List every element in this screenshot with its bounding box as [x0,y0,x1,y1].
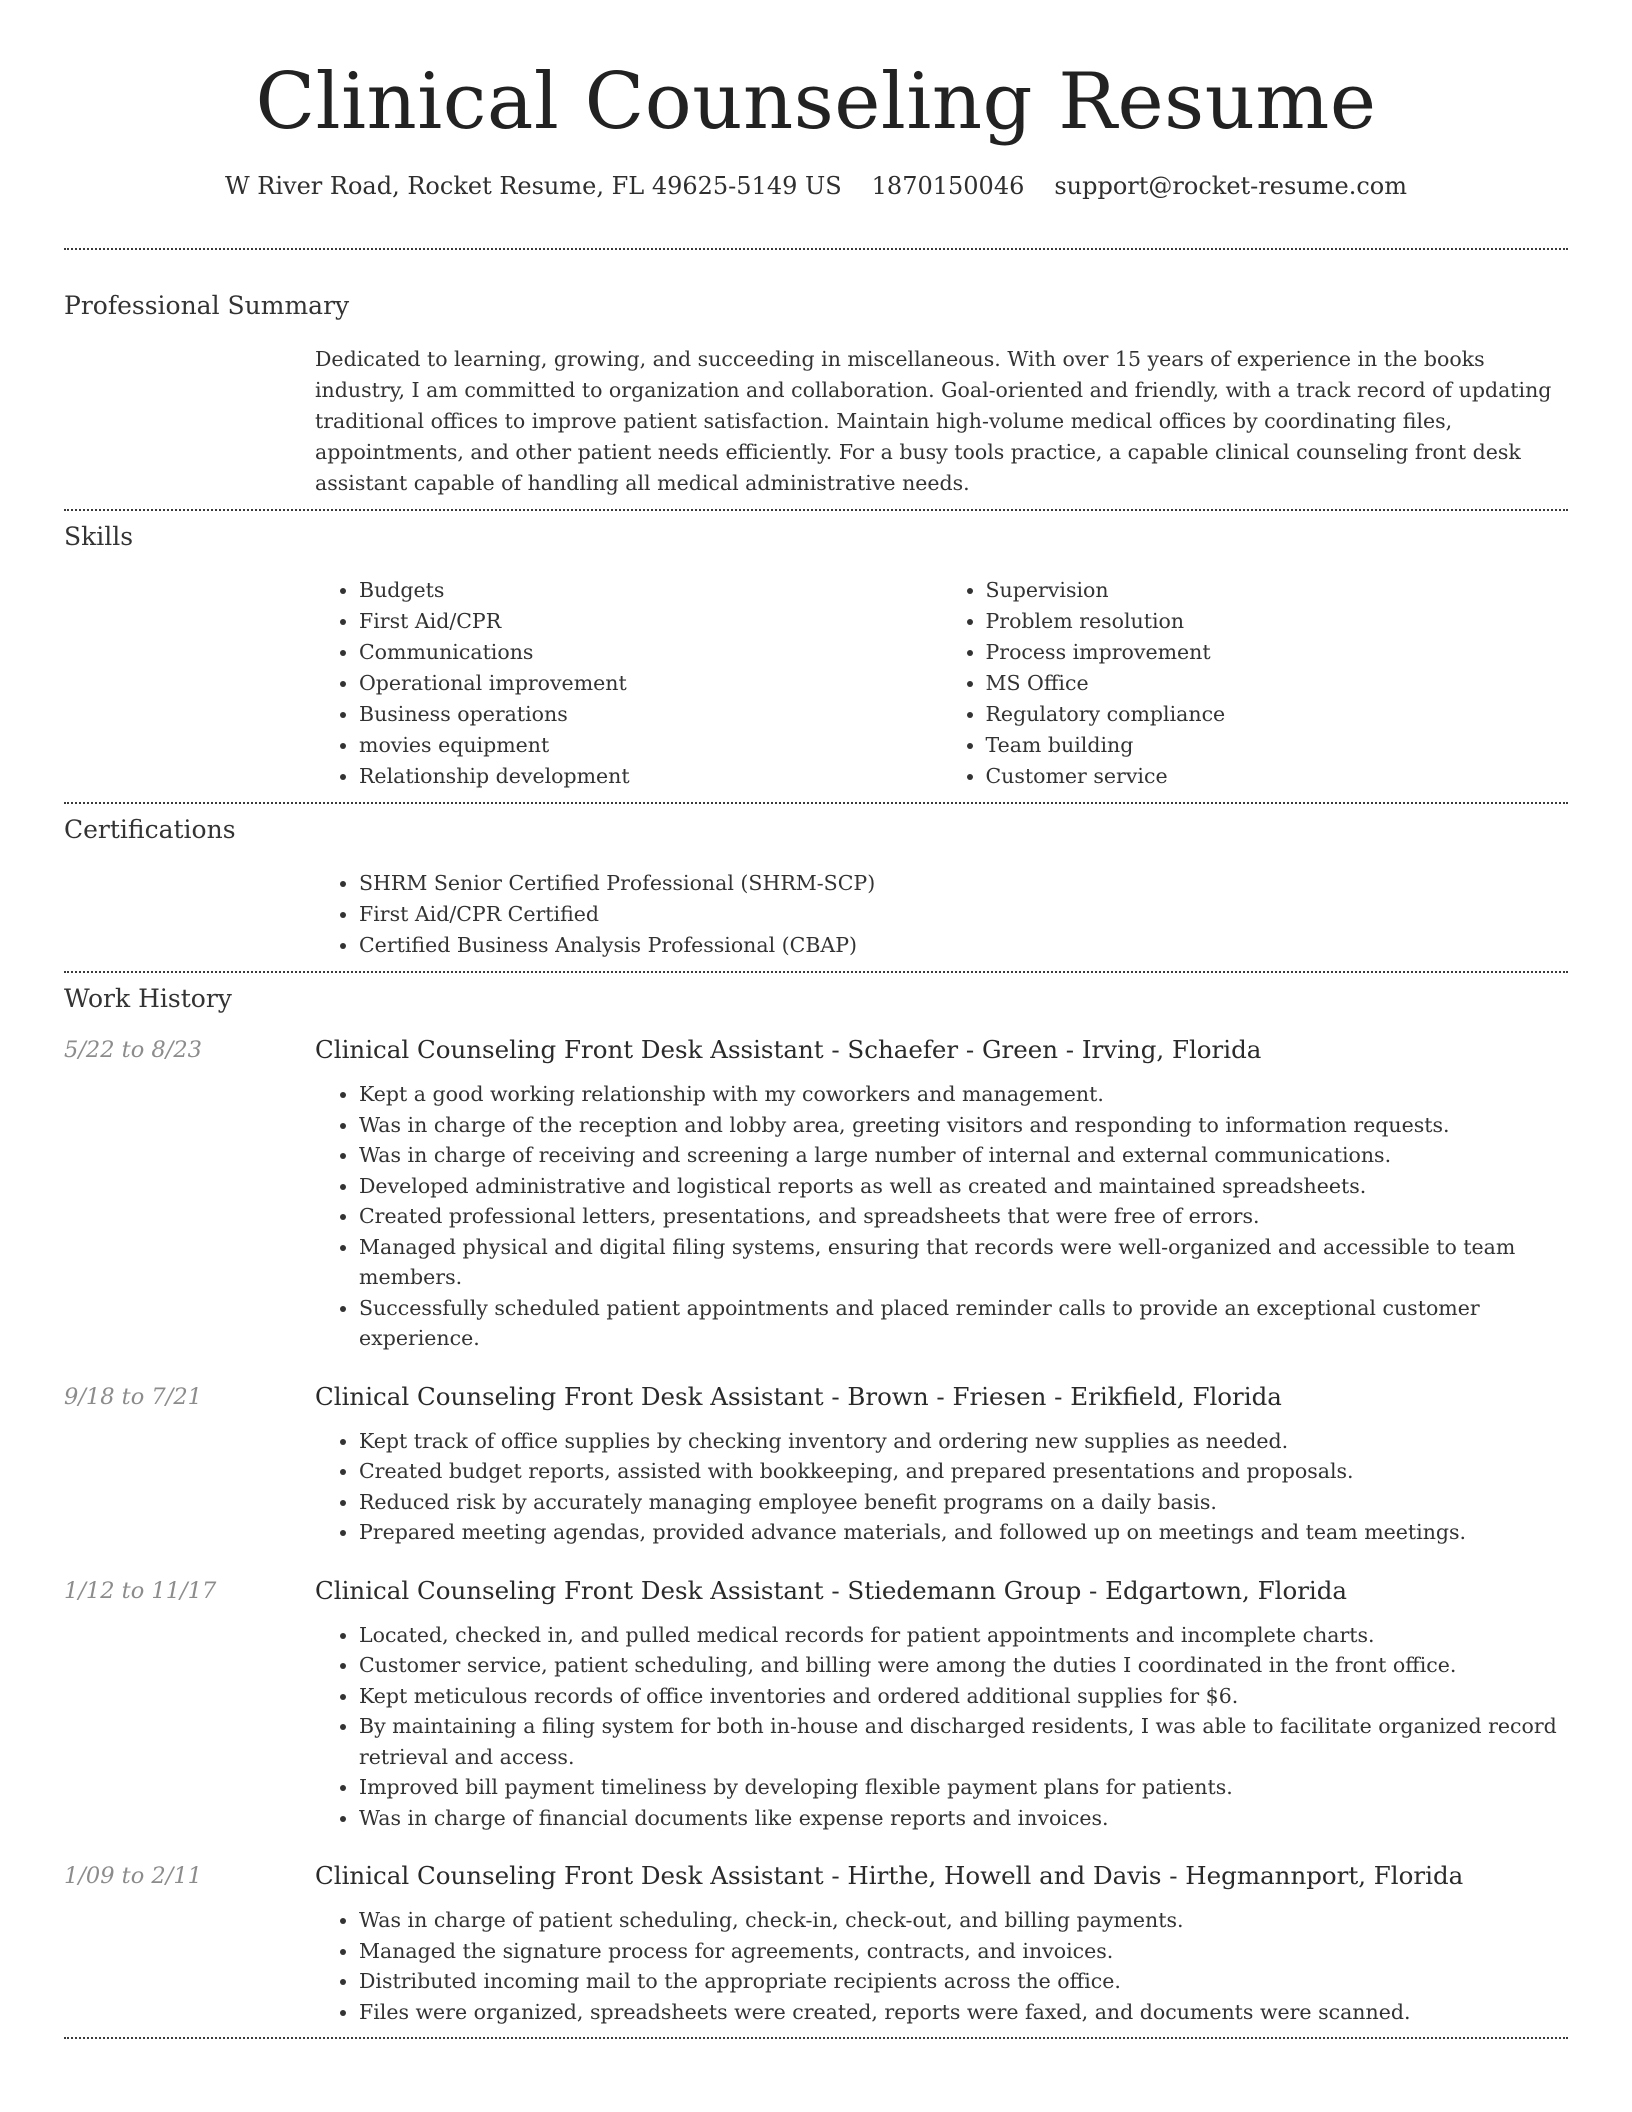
job-bullet: • Kept track of office supplies by checking inventory and ordering new supplies as needed. [359,1426,1568,1457]
work-history-section [64,973,1568,2037]
skill-item: • Problem resolution [986,606,1569,637]
contact-line [64,170,1568,202]
job-bullet: • Successfully scheduled patient appointments and placed reminder calls to provide an exceptional customer experience. [359,1293,1568,1354]
job-dates: 1/09 to 2/11 [64,1863,202,1889]
skill-item: • Team building [986,730,1569,761]
job-entry [64,1574,1568,1834]
job-bullet: • Created budget reports, assisted with bookkeeping, and prepared presentations and proposals. [359,1456,1568,1487]
certification-item: • First Aid/CPR Certified [359,899,1568,930]
job-title: Clinical Counseling Front Desk Assistant - Stiedemann Group - Edgartown, Florida [315,1575,1348,1605]
job-bullets [315,1426,1568,1548]
job-entry [64,1380,1568,1548]
summary-section [64,250,1568,509]
job-bullets [315,1905,1568,2027]
job-bullet: • Distributed incoming mail to the appropriate recipients across the office. [359,1966,1568,1997]
summary-heading: Professional Summary [64,291,350,320]
job-bullet: • Created professional letters, presentations, and spreadsheets that were free of errors. [359,1201,1568,1232]
job-bullet: • Managed the signature process for agreements, contracts, and invoices. [359,1936,1568,1967]
certification-item: • SHRM Senior Certified Professional (SHRM-SCP) [359,868,1568,899]
job-bullets [315,1079,1568,1354]
contact-address: W River Road, Rocket Resume, FL 49625-5149 US [225,172,842,200]
skill-item: • Relationship development [359,761,942,792]
contact-phone: 1870150046 [871,172,1025,200]
skill-item: • Communications [359,637,942,668]
job-title: Clinical Counseling Front Desk Assistant - Schaefer - Green - Irving, Florida [315,1035,1262,1064]
job-entry [64,1859,1568,2037]
job-bullet: • Managed physical and digital filing systems, ensuring that records were well-organized and accessible to team members. [359,1232,1568,1293]
job-title: Clinical Counseling Front Desk Assistant - Hirthe, Howell and Davis - Hegmannport, Florida [315,1861,1464,1890]
job-bullet: • By maintaining a filing system for both in-house and discharged residents, I was able to facilitate organized record retrieval and access. [359,1711,1568,1772]
contact-email: support@rocket-resume.com [1054,172,1407,200]
job-bullet: • Customer service, patient scheduling, and billing were among the duties I coordinated in the front office. [359,1650,1568,1681]
job-dates: 9/18 to 7/21 [64,1383,202,1410]
resume-page [64,0,1568,2039]
certification-item: • Certified Business Analysis Professional (CBAP) [359,930,1568,961]
job-bullet: • Was in charge of patient scheduling, check-in, check-out, and billing payments. [359,1905,1568,1936]
job-bullet: • Was in charge of financial documents like expense reports and invoices. [359,1803,1568,1834]
certifications-heading: Certifications [64,815,236,844]
job-bullet: • Located, checked in, and pulled medical records for patient appointments and incomplete charts. [359,1620,1568,1651]
resume-title: Clinical Counseling Resume [255,57,1377,147]
skill-item: • Budgets [359,575,942,606]
skill-item: • Operational improvement [359,668,942,699]
job-title: Clinical Counseling Front Desk Assistant - Brown - Friesen - Erikfield, Florida [315,1381,1282,1411]
skills-list-left [315,575,942,792]
job-bullet: • Was in charge of receiving and screening a large number of internal and external communications. [359,1140,1568,1171]
work-history-divider [64,2037,1568,2039]
certifications-section [64,804,1568,971]
skill-item: • First Aid/CPR [359,606,942,637]
skills-heading: Skills [64,522,134,551]
skill-item: • movies equipment [359,730,942,761]
skill-item: • MS Office [986,668,1569,699]
skill-item: • Regulatory compliance [986,699,1569,730]
job-bullet: • Prepared meeting agendas, provided advance materials, and followed up on meetings and team meetings. [359,1517,1568,1548]
certifications-list [315,868,1568,961]
job-bullet: • Developed administrative and logistical reports as well as created and maintained spreadsheets. [359,1171,1568,1202]
skill-item: • Supervision [986,575,1569,606]
job-dates: 5/22 to 8/23 [64,1037,202,1063]
summary-text: Dedicated to learning, growing, and succeeding in miscellaneous. With over 15 years of experience in the books industry, I am committed to organization and collaboration. Goal-oriented and friendly, with a track record of updating traditional offices to improve patient satisfaction. Maintain high-volume medical offices by coordinating files, appointments, and other patient needs efficiently. For a busy tools practice, a capable clinical counseling front desk assistant capable of handling all medical administrative needs. [315,347,1552,495]
work-history-heading: Work History [64,984,232,1013]
skill-item: • Customer service [986,761,1569,792]
skills-list-right [942,575,1569,792]
job-bullets [315,1620,1568,1834]
job-bullet: • Kept meticulous records of office inventories and ordered additional supplies for $6. [359,1681,1568,1712]
job-bullet: • Reduced risk by accurately managing employee benefit programs on a daily basis. [359,1487,1568,1518]
job-dates: 1/12 to 11/17 [64,1577,217,1604]
skill-item: • Process improvement [986,637,1569,668]
skill-item: • Business operations [359,699,942,730]
job-bullet: • Files were organized, spreadsheets were created, reports were faxed, and documents were scanned. [359,1997,1568,2028]
job-bullet: • Improved bill payment timeliness by developing flexible payment plans for patients. [359,1772,1568,1803]
job-entry [64,1033,1568,1354]
job-bullet: • Was in charge of the reception and lobby area, greeting visitors and responding to information requests. [359,1110,1568,1141]
skills-section [64,511,1568,802]
job-bullet: • Kept a good working relationship with my coworkers and management. [359,1079,1568,1110]
